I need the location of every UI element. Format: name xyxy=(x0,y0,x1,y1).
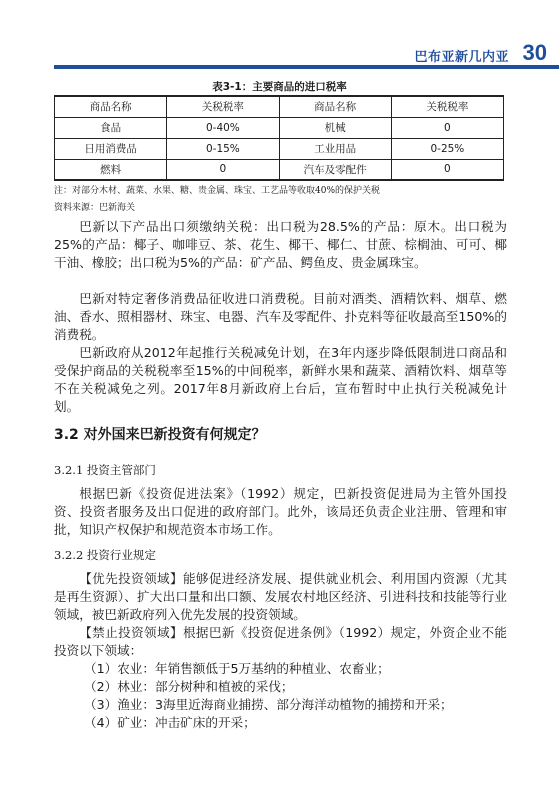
table-cell: 0-15% xyxy=(167,138,279,159)
priority-sectors-paragraph: 【优先投资领域】能够促进经济发展、提供就业机会、利用国内资源（尤其是再生资源）、扩大出口量和出口额、发展农村地区经济、引进科技和技能等行业领域，被巴新政府列入优先发展的投资领域。 xyxy=(54,571,507,622)
list-item: （1）农业：年销售额低于5万基纳的种植业、农畜业； xyxy=(84,661,390,676)
table-cell: 机械 xyxy=(279,117,391,138)
list-item: （3）渔业：3海里近海商业捕捞、部分海洋动植物的捕捞和开采； xyxy=(84,697,453,712)
table-header-cell: 商品名称 xyxy=(55,96,167,117)
section-heading: 3.2 对外国来巴新投资有何规定？ xyxy=(54,427,266,443)
table-cell: 0 xyxy=(167,159,279,180)
prohibited-sectors-paragraph: 【禁止投资领域】根据巴新《投资促进条例》（1992）规定，外资企业不能投资以下领域： xyxy=(54,625,507,658)
table-cell: 0 xyxy=(391,117,503,138)
header-country-title: 巴布亚新几内亚 xyxy=(414,50,509,65)
subsection-heading: 3.2.1 投资主管部门 xyxy=(54,463,156,477)
subsection-heading: 3.2.2 投资行业规定 xyxy=(54,548,156,562)
table-cell: 燃料 xyxy=(55,159,167,180)
table-row xyxy=(55,117,504,138)
table-cell: 工业用品 xyxy=(279,138,391,159)
table-cell: 汽车及零配件 xyxy=(279,159,391,180)
table-cell: 0 xyxy=(391,159,503,180)
table-row xyxy=(55,138,504,159)
excise-tax-paragraph: 巴新对特定奢侈消费品征收进口消费税。目前对酒类、酒精饮料、烟草、燃油、香水、照相器材、珠宝、电器、汽车及零配件、扑克料等征收最高至150%的消费税。 xyxy=(54,291,507,342)
table-cell: 日用消费品 xyxy=(55,138,167,159)
table-cell: 食品 xyxy=(55,117,167,138)
table-header-row xyxy=(55,96,504,117)
export-duty-paragraph: 巴新以下产品出口须缴纳关税：出口税为28.5%的产品：原木。出口税为25%的产品：椰子、咖啡豆、茶、花生、椰干、椰仁、甘蔗、棕榈油、可可、椰干油、橡胶；出口税为5%的产品：矿产品、鳄鱼皮、贵金属珠宝。 xyxy=(54,219,507,270)
table-header-cell: 商品名称 xyxy=(279,96,391,117)
list-item: （2）林业：部分树种和植被的采伐； xyxy=(84,679,294,694)
table-cell: 0-40% xyxy=(167,117,279,138)
investment-authority-paragraph: 根据巴新《投资促进法案》（1992）规定，巴新投资促进局为主管外国投资、投资者服务及出口促进的政府部门。此外，该局还负责企业注册、管理和审批，知识产权保护和规范资本市场工作。 xyxy=(54,486,507,537)
table-header-cell: 关税税率 xyxy=(391,96,503,117)
table-cell: 0-25% xyxy=(391,138,503,159)
table-source: 资料来源：巴新海关 xyxy=(54,203,136,213)
table-header-cell: 关税税率 xyxy=(167,96,279,117)
table-row xyxy=(55,159,504,180)
table-caption: 表3-1：主要商品的进口税率 xyxy=(212,81,347,93)
header-rule xyxy=(54,65,559,69)
tariff-reduction-paragraph: 巴新政府从2012年起推行关税减免计划，在3年内逐步降低限制进口商品和受保护商品的关税税率至15%的中间税率，新鲜水果和蔬菜、酒精饮料、烟草等不在关税减免之列。2017年8月新政府上台后，宣布暂时中止执行关税减免计划。 xyxy=(54,345,507,414)
table-note: 注：对部分木材、蔬菜、水果、糖、贵金属、珠宝、工艺品等收取40%的保护关税 xyxy=(54,186,381,196)
tariff-table xyxy=(54,95,504,181)
page-number: 30 xyxy=(522,40,547,65)
list-item: （4）矿业：冲击矿床的开采； xyxy=(84,715,256,730)
